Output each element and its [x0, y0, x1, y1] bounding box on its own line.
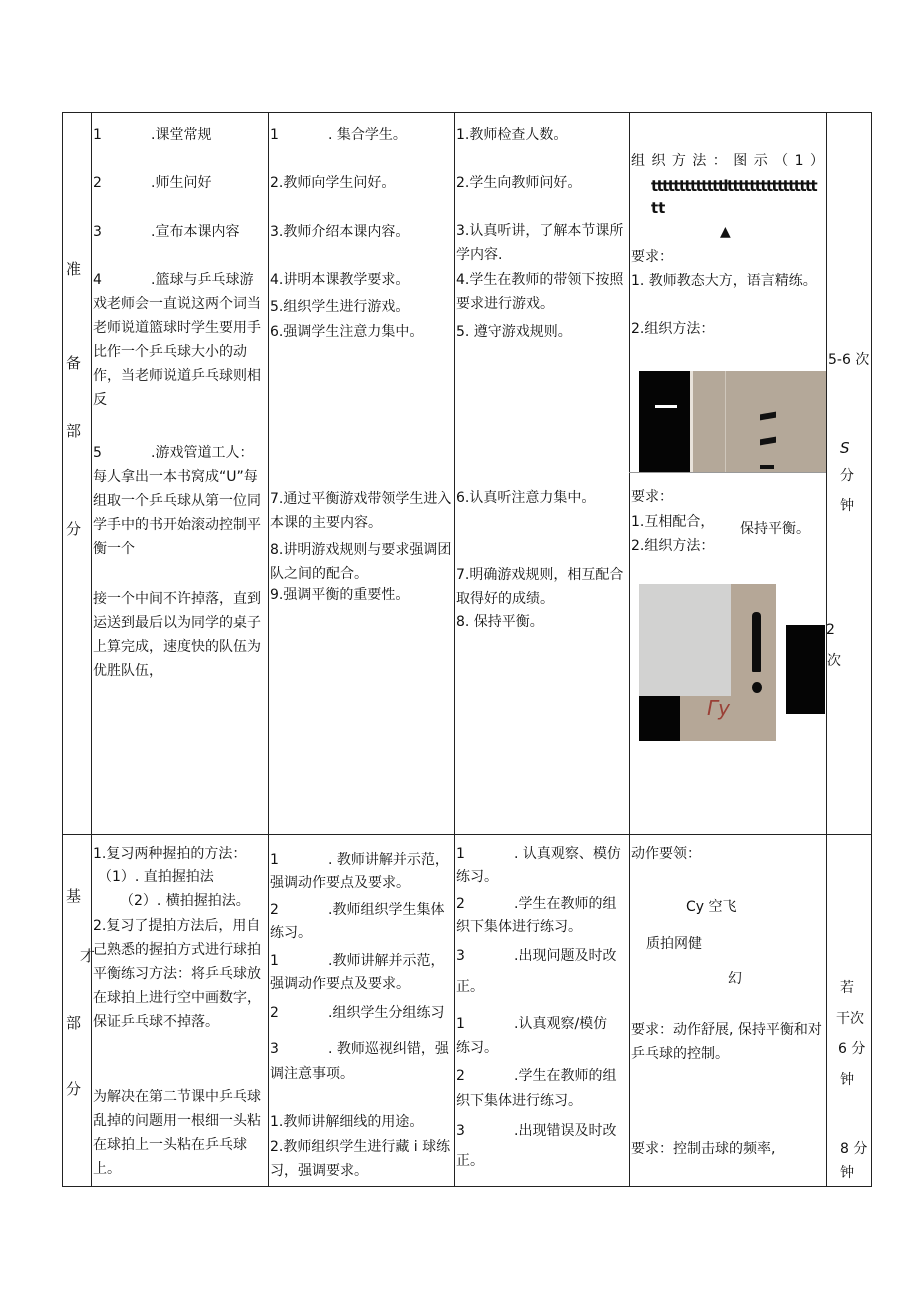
prep-item-6: 接一个中间不许掉落，直到运送到最后以为同学的桌子上算完成，速度快的队伍为优胜队伍， — [93, 591, 261, 679]
prep-teacher-5: 5.组织学生进行游戏。 — [270, 299, 410, 315]
basic-student-5: 2 .学生在教师的组 — [456, 1068, 617, 1084]
formation-photo-2-edge — [786, 625, 825, 714]
basic-teacher-3-rest: 强调动作要点及要求。 — [270, 976, 410, 992]
basic-teacher-3: 1 .教师讲解并示范， — [270, 953, 445, 969]
basic-student-1-rest: 练习。 — [456, 869, 498, 885]
prep-teacher-7: 7.通过平衡游戏带领学生进入本课的主要内容。 — [270, 491, 452, 531]
prep-time-c2: 次 — [827, 653, 841, 669]
table-col-divider — [268, 112, 269, 1187]
prep-item-3: 3 .宣布本课内容 — [93, 224, 240, 240]
prep-student-7: 7.明确游戏规则，相互配合取得好的成绩。 — [456, 567, 624, 607]
prep-student-5: 5. 遵守游戏规则。 — [456, 324, 572, 340]
prep-teacher-9: 9.强调平衡的重要性。 — [270, 587, 410, 603]
table-col-divider — [629, 112, 630, 1187]
basic-time-a2: 干次 — [836, 1011, 864, 1027]
basic-org-l2: 质拍网健 — [646, 936, 702, 952]
prep-student-8: 8. 保持平衡。 — [456, 614, 544, 630]
prep-time-b3: 钟 — [840, 498, 854, 514]
prep-student-3: 3.认真听讲，了解本节课所学内容. — [456, 223, 624, 263]
basic-student-4: 1 .认真观察/模仿 — [456, 1016, 608, 1032]
table-border-top — [62, 112, 872, 113]
org-req-label: 要求： — [631, 249, 673, 265]
prep-student-1: 1.教师检查人数。 — [456, 127, 568, 143]
basic-org-req2: 要求：控制击球的频率, — [631, 1141, 776, 1157]
photo-caption: Гу — [707, 696, 730, 720]
prep-time-b1: S — [840, 439, 850, 457]
basic-teacher-4: 2 .组织学生分组练习 — [270, 1005, 445, 1021]
table-row-divider — [62, 834, 872, 835]
basic-teacher-1-rest: 强调动作要点及要求。 — [270, 875, 410, 891]
prep-teacher-6: 6.强调学生注意力集中。 — [270, 324, 424, 340]
org-req-1: 1. 教师教态大方，语言精练。 — [631, 273, 817, 289]
basic-org-l1: Cy 空飞 — [686, 899, 737, 915]
basic-time-a4: 钟 — [840, 1072, 854, 1088]
basic-student-2-rest: 织下集体进行练习。 — [456, 919, 582, 935]
basic-student-3: 3 .出现问题及时改 — [456, 948, 617, 964]
basic-time-a3: 6 分 — [838, 1041, 866, 1057]
basic-teacher-2: 2 .教师组织学生集体 — [270, 902, 445, 918]
table-col-divider — [454, 112, 455, 1187]
table-border-left — [62, 112, 63, 1187]
basic-org-l3: 幻 — [728, 971, 742, 987]
prep-teacher-1: 1 . 集合学生。 — [270, 127, 407, 143]
basic-teacher-5-rest: 调注意事项。 — [270, 1066, 354, 1082]
basic-content-1: 1.复习两种握拍的方法： — [93, 846, 247, 862]
prep-time-c1: 2 — [826, 622, 835, 638]
section-char: 才 — [80, 947, 96, 965]
basic-student-2: 2 .学生在教师的组 — [456, 896, 617, 912]
basic-teacher-1: 1 . 教师讲解并示范， — [270, 852, 449, 868]
basic-student-1: 1 . 认真观察、模仿 — [456, 846, 621, 862]
org-b-1: 1.互相配合， — [631, 514, 715, 530]
prep-teacher-8: 8.讲明游戏规则与要求强调团队之间的配合。 — [270, 542, 452, 582]
prep-time-b2: 分 — [840, 468, 854, 484]
prep-student-6: 6.认真听注意力集中。 — [456, 490, 596, 506]
section-char: 分 — [66, 520, 82, 538]
table-border-right — [871, 112, 872, 1187]
basic-content-3: （2）. 横拍握拍法。 — [120, 893, 250, 909]
prep-student-4: 4.学生在教师的带领下按照要求进行游戏。 — [456, 272, 624, 312]
formation-photo-2 — [639, 584, 776, 741]
org-req-label-b: 要求： — [631, 489, 673, 505]
prep-item-5: 5 .游戏管道工人： — [93, 445, 254, 461]
basic-org-title: 动作要领： — [631, 846, 701, 862]
prep-teacher-2: 2.教师向学生问好。 — [270, 175, 396, 191]
prep-item-1: 1 .课堂常规 — [93, 127, 212, 143]
prep-student-2: 2.学生向教师问好。 — [456, 175, 582, 191]
org-formation-row: tttttttttttttltttttttttttttttt — [651, 177, 817, 195]
prep-item-5-body: 每人拿出一本书窝成“U”每组取一个乒乓球从第一位同学手中的书开始滚动控制平衡一个 — [93, 469, 261, 557]
basic-teacher-5: 3 . 教师巡视纠错，强 — [270, 1041, 449, 1057]
basic-content-p3: 为解决在第二节课中乒乓球乱掉的问题用一根细一头粘在球拍上一头粘在乒乓球上。 — [93, 1089, 261, 1177]
basic-org-req1: 要求：动作舒展, 保持平衡和对乒乓球的控制。 — [631, 1022, 822, 1062]
prep-teacher-4: 4.讲明本课教学要求。 — [270, 272, 410, 288]
prep-time-a: 5-6 次 — [828, 352, 870, 368]
org-method-line: 组 织 方 法 ： 图 示 （ 1 ） — [631, 153, 825, 169]
basic-time-b2: 钟 — [840, 1165, 854, 1181]
table-col-divider — [91, 112, 92, 1187]
section-char: 部 — [66, 422, 82, 440]
basic-student-3-rest: 正。 — [456, 979, 484, 995]
teacher-triangle-icon: ▲ — [720, 224, 731, 240]
org-divider — [629, 472, 826, 473]
basic-teacher-2-rest: 练习。 — [270, 925, 312, 941]
org-b-1-right: 保持平衡。 — [740, 521, 810, 537]
section-char: 分 — [66, 1080, 82, 1098]
prep-item-4-body: 戏老师会一直说这两个词当老师说道篮球时学生要用手比作一个乒乓球大小的动作，当老师说道乒乓球则相反 — [93, 296, 261, 408]
prep-item-2: 2 .师生问好 — [93, 175, 212, 191]
section-char: 部 — [66, 1014, 82, 1032]
basic-content-p2: 2.复习了提拍方法后，用自己熟悉的握拍方式进行球拍平衡练习方法：将乒乓球放在球拍上进行空中画数字，保证乒乓球不掉落。 — [93, 918, 261, 1030]
formation-photo-1 — [639, 371, 826, 472]
basic-teacher-b1: 1.教师讲解细线的用途。 — [270, 1114, 424, 1130]
basic-time-a1: 若 — [840, 980, 854, 996]
org-b-2: 2.组织方法： — [631, 538, 715, 554]
basic-student-4-rest: 练习。 — [456, 1040, 498, 1056]
section-char: 基 — [66, 887, 82, 905]
basic-student-6-rest: 正。 — [456, 1153, 484, 1169]
basic-teacher-b2: 2.教师组织学生进行藏 i 球练习，强调要求。 — [270, 1139, 451, 1179]
prep-teacher-3: 3.教师介绍本课内容。 — [270, 224, 410, 240]
prep-item-4: 4 .篮球与乒乓球游 — [93, 272, 254, 288]
basic-time-b1: 8 分 — [840, 1141, 868, 1157]
org-req-2: 2.组织方法： — [631, 321, 715, 337]
basic-student-5-rest: 织下集体进行练习。 — [456, 1093, 582, 1109]
basic-student-6: 3 .出现错误及时改 — [456, 1123, 617, 1139]
org-formation-row: tt — [651, 199, 666, 217]
table-border-bottom — [62, 1186, 872, 1187]
basic-content-2: （1）. 直拍握拍法 — [98, 869, 214, 885]
section-char: 备 — [66, 354, 82, 372]
section-char: 准 — [66, 260, 82, 278]
